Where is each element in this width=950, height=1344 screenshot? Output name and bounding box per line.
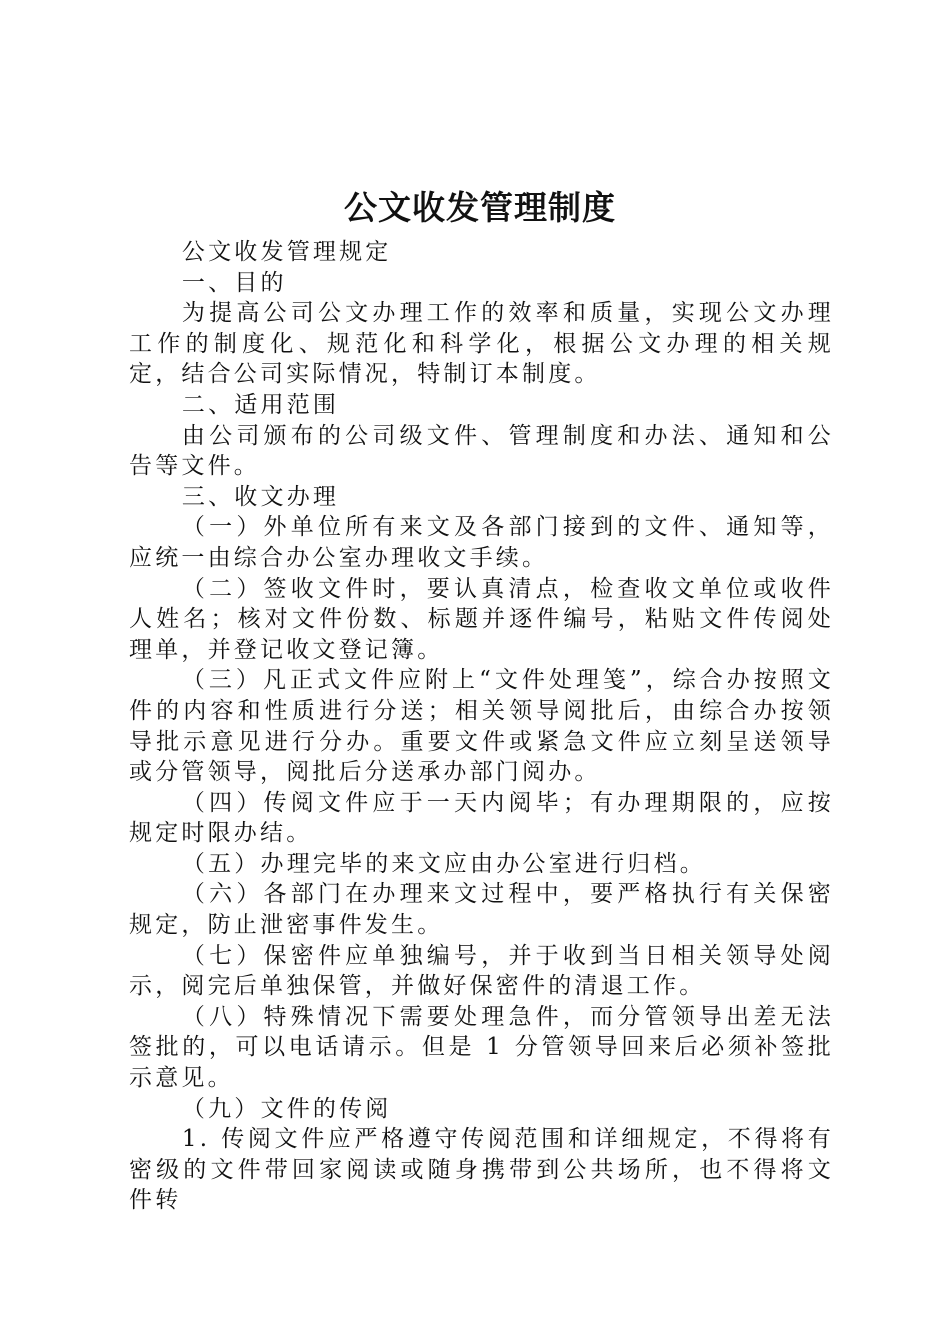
paragraph-item-9-heading: （九）文件的传阅: [181, 1095, 392, 1122]
section-heading-purpose: 一、目的: [181, 269, 287, 296]
paragraph-item-8: （八）特殊情况下需要处理急件，而分管领导出差无法签批的，可以电话请示。但是 1 分管领导回来后必须补签批示意见。: [129, 1003, 834, 1092]
paragraph-item-5: （五）办理完毕的来文应由办公室进行归档。: [181, 850, 706, 877]
paragraph-subtitle: 公文收发管理规定: [181, 239, 392, 265]
paragraph-item-7: （七）保密件应单独编号，并于收到当日相关领导处阅示，阅完后单独保管，并做好保密件的清退工作。: [129, 942, 834, 1000]
paragraph-item-9-1: 1. 传阅文件应严格遵守传阅范围和详细规定，不得将有密级的文件带回家阅读或随身携带到公共场所，也不得将文件转: [129, 1126, 834, 1214]
paragraph-scope: 由公司颁布的公司级文件、管理制度和办法、通知和公告等文件。: [129, 422, 834, 480]
paragraph-item-1: （一）外单位所有来文及各部门接到的文件、通知等，应统一由综合办公室办理收文手续。: [129, 514, 834, 571]
document-body: [129, 237, 834, 1216]
paragraph-item-2: （二）签收文件时，要认真清点，检查收文单位或收件人姓名；核对文件份数、标题并逐件编号，粘贴文件传阅处理单，并登记收文登记簿。: [129, 575, 834, 663]
paragraph-purpose: 为提高公司公文办理工作的效率和质量，实现公文办理工作的制度化、规范化和科学化，根据公文办理的相关规定，结合公司实际情况，特制订本制度。: [129, 300, 834, 388]
section-heading-receiving: 三、收文办理: [181, 483, 340, 510]
document-title: 公文收发管理制度: [344, 188, 616, 227]
paragraph-item-6: （六）各部门在办理来文过程中，要严格执行有关保密规定，防止泄密事件发生。: [129, 881, 834, 939]
paragraph-item-4: （四）传阅文件应于一天内阅毕；有办理期限的，应按规定时限办结。: [129, 789, 834, 847]
paragraph-item-3: （三）凡正式文件应附上“文件处理笺”，综合办按照文件的内容和性质进行分送；相关领导阅批后，由综合办按领导批示意见进行分办。重要文件或紧急文件应立刻呈送领导或分管领导，阅批后分送承办部门阅办。: [129, 667, 834, 786]
section-heading-scope: 二、适用范围: [181, 391, 340, 418]
